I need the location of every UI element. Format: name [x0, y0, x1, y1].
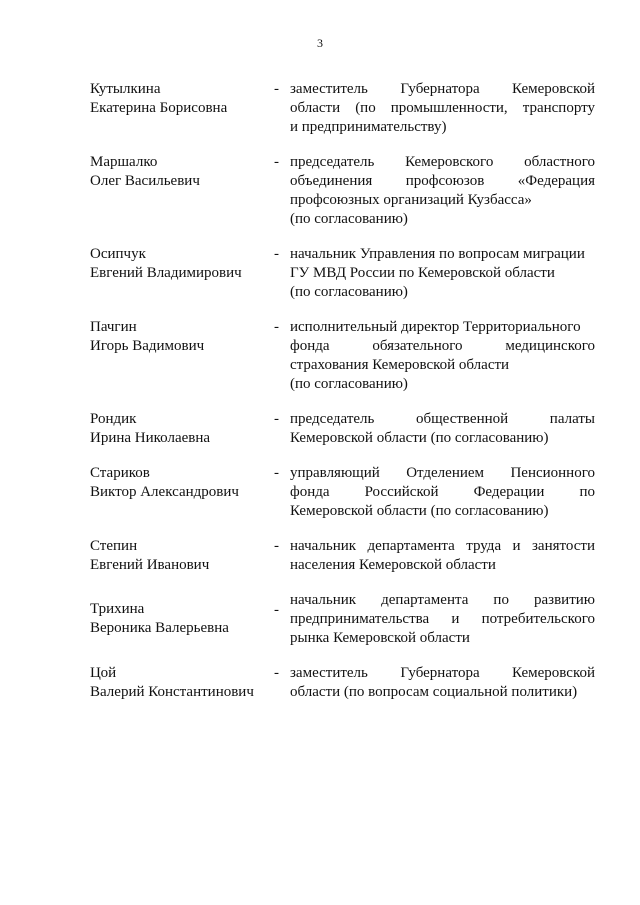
member-name	[90, 600, 274, 638]
separator-dash: -	[274, 538, 279, 554]
member-given-names: Игорь Вадимович	[90, 338, 205, 354]
position-line: управляющий Отделением Пенсионного	[290, 465, 595, 481]
member-surname: Кутылкина	[90, 81, 161, 97]
member-given-names: Валерий Константинович	[90, 684, 254, 700]
member-position	[290, 318, 595, 394]
position-line: и предпринимательству)	[290, 119, 447, 135]
page-number: 3	[317, 36, 323, 50]
member-name	[90, 245, 274, 283]
position-line: фонда обязательного медицинского	[290, 338, 595, 354]
position-line: предпринимательства и потребительского	[290, 611, 595, 627]
position-line: начальник Управления по вопросам миграции	[290, 246, 585, 262]
member-entry	[90, 591, 595, 648]
member-surname: Стариков	[90, 465, 150, 481]
member-entry	[90, 464, 595, 521]
separator-dash: -	[274, 81, 279, 97]
member-name	[90, 410, 274, 448]
member-position	[290, 537, 595, 575]
position-line: ГУ МВД России по Кемеровской области	[290, 265, 555, 281]
position-line: председатель Кемеровского областного	[290, 154, 595, 170]
member-list	[90, 80, 595, 718]
position-line: исполнительный директор Территориального	[290, 319, 581, 335]
member-entry	[90, 537, 595, 575]
position-line: начальник департамента по развитию	[290, 592, 595, 608]
position-line: заместитель Губернатора Кемеровской	[290, 665, 595, 681]
position-line: области (по промышленности, транспорту	[290, 100, 595, 116]
separator-dash: -	[274, 602, 279, 618]
member-name	[90, 80, 274, 118]
member-name	[90, 464, 274, 502]
member-entry	[90, 245, 595, 302]
position-line: (по согласованию)	[290, 376, 408, 392]
position-line: области (по вопросам социальной политики)	[290, 684, 578, 700]
member-surname: Пачгин	[90, 319, 137, 335]
member-name	[90, 153, 274, 191]
member-given-names: Олег Васильевич	[90, 173, 200, 189]
member-position	[290, 664, 595, 702]
member-entry	[90, 80, 595, 137]
member-surname: Степин	[90, 538, 138, 554]
member-position	[290, 464, 595, 521]
member-position	[290, 410, 595, 448]
position-line: председатель общественной палаты	[290, 411, 595, 427]
position-line: рынка Кемеровской области	[290, 630, 470, 646]
member-entry	[90, 153, 595, 229]
position-line: (по согласованию)	[290, 284, 408, 300]
member-position	[290, 80, 595, 137]
member-given-names: Евгений Владимирович	[90, 265, 242, 281]
position-line: фонда Российской Федерации по	[290, 484, 595, 500]
member-given-names: Евгений Иванович	[90, 557, 210, 573]
member-given-names: Ирина Николаевна	[90, 430, 211, 446]
separator-dash: -	[274, 465, 279, 481]
separator-dash: -	[274, 665, 279, 681]
position-line: Кемеровской области (по согласованию)	[290, 503, 549, 519]
member-entry	[90, 410, 595, 448]
member-name	[90, 537, 274, 575]
member-entry	[90, 664, 595, 702]
separator-dash: -	[274, 319, 279, 335]
position-line: (по согласованию)	[290, 211, 408, 227]
member-position	[290, 245, 595, 302]
member-name	[90, 318, 274, 356]
separator-dash: -	[274, 246, 279, 262]
member-position	[290, 591, 595, 648]
member-surname: Трихина	[90, 601, 145, 617]
position-line: Кемеровской области (по согласованию)	[290, 430, 549, 446]
position-line: начальник департамента труда и занятости	[290, 538, 595, 554]
position-line: заместитель Губернатора Кемеровской	[290, 81, 595, 97]
separator-dash: -	[274, 154, 279, 170]
position-line: профсоюзных организаций Кузбасса»	[290, 192, 532, 208]
member-name	[90, 664, 274, 702]
member-given-names: Виктор Александрович	[90, 484, 239, 500]
member-position	[290, 153, 595, 229]
member-given-names: Вероника Валерьевна	[90, 620, 229, 636]
position-line: страхования Кемеровской области	[290, 357, 510, 373]
position-line: населения Кемеровской области	[290, 557, 496, 573]
member-surname: Маршалко	[90, 154, 158, 170]
member-surname: Осипчук	[90, 246, 146, 262]
member-given-names: Екатерина Борисовна	[90, 100, 228, 116]
member-entry	[90, 318, 595, 394]
member-surname: Рондик	[90, 411, 137, 427]
position-line: объединения профсоюзов «Федерация	[290, 173, 595, 189]
separator-dash: -	[274, 411, 279, 427]
member-surname: Цой	[90, 665, 117, 681]
